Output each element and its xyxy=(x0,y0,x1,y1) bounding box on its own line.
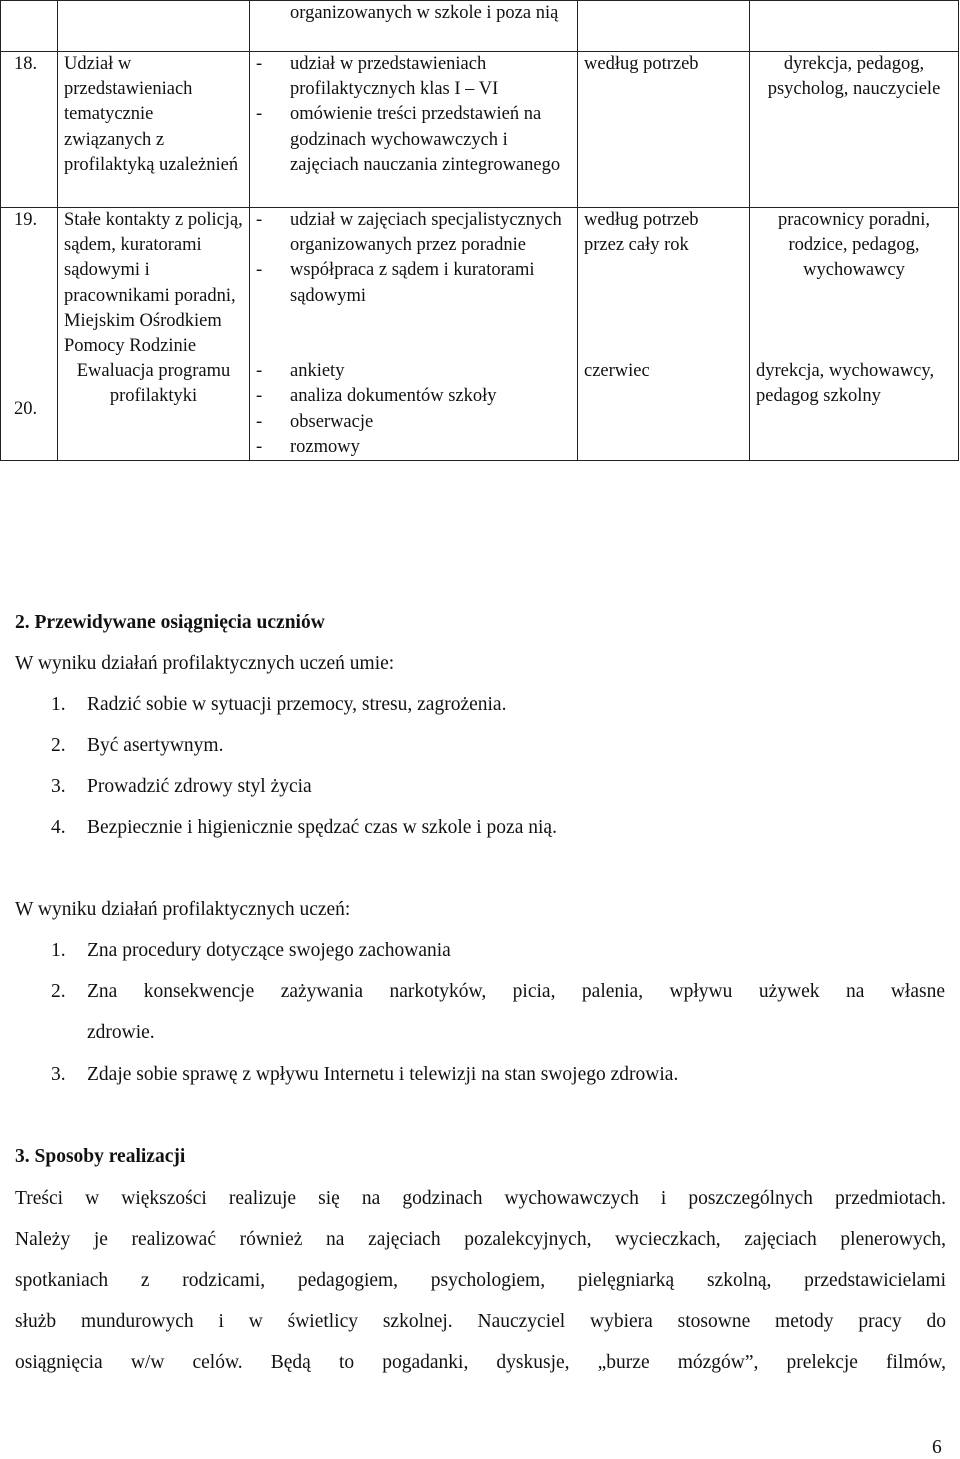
row-number: 20. xyxy=(1,359,58,460)
table-row xyxy=(1,208,959,360)
row-number: 19. xyxy=(1,208,58,360)
table-row xyxy=(1,52,959,208)
row-number: 18. xyxy=(1,52,58,208)
responsible-cell: pracownicy poradni, rodzice, pedagog, wychowawcy xyxy=(750,208,959,360)
activity-cell xyxy=(250,1,578,52)
activity-text: organizowanych w szkole i poza nią xyxy=(290,3,559,23)
term-cell: według potrzeb xyxy=(578,52,750,208)
table-row xyxy=(1,1,959,52)
paragraph-line: Należy je realizować również na zajęciach pozalekcyjnych, wycieczkach, zajęciach plenerowych, xyxy=(15,1229,946,1250)
list-item: - rozmowy xyxy=(256,435,571,460)
program-table xyxy=(0,0,959,461)
paragraph-line: spotkaniach z rodzicami, pedagogiem, psychologiem, pielęgniarką szkolną, przedstawicielami xyxy=(15,1270,946,1291)
list-item: - omówienie treści przedstawień na godzinach wychowawczych i zajęciach nauczania zintegrowanego xyxy=(256,102,571,178)
list-item: - analiza dokumentów szkoły xyxy=(256,384,571,409)
list-item: - współpraca z sądem i kuratorami sądowymi xyxy=(256,258,571,308)
paragraph-line: osiągnięcia w/w celów. Będą to pogadanki, dyskusje, „burze mózgów”, prelekcje filmów, xyxy=(15,1352,946,1373)
paragraph-line: Treści w większości realizuje się na godzinach wychowawczych i poszczególnych przedmiotach. xyxy=(15,1188,946,1209)
subject-cell: Stałe kontakty z policją, sądem, kuratorami sądowymi i pracownikami poradni, Miejskim Ośrodkiem Pomocy Rodzinie xyxy=(58,208,250,360)
table-row xyxy=(1,359,959,460)
forms-cell xyxy=(250,359,578,460)
section-2-title: 2. Przewidywane osiągnięcia uczniów xyxy=(15,612,325,633)
section-3-title: 3. Sposoby realizacji xyxy=(15,1146,186,1167)
subject-cell: Ewaluacja programu profilaktyki xyxy=(58,359,250,460)
subject-cell: Udział w przedstawieniach tematycznie związanych z profilaktyką uzależnień xyxy=(58,52,250,208)
paragraph-line: służb mundurowych i w świetlicy szkolnej. Nauczyciel wybiera stosowne metody pracy do xyxy=(15,1311,946,1332)
term-cell: według potrzeb przez cały rok xyxy=(578,208,750,360)
section-2-intro-1: W wyniku działań profilaktycznych uczeń umie: xyxy=(15,653,395,674)
list-item: - ankiety xyxy=(256,359,571,384)
forms-cell xyxy=(250,208,578,360)
list-item: - udział w zajęciach specjalistycznych organizowanych przez poradnie xyxy=(256,208,571,258)
section-2-intro-2: W wyniku działań profilaktycznych uczeń: xyxy=(15,899,351,920)
list-item: - udział w przedstawieniach profilaktycznych klas I – VI xyxy=(256,52,571,102)
responsible-cell: dyrekcja, wychowawcy, pedagog szkolny xyxy=(750,359,959,460)
term-cell: czerwiec xyxy=(578,359,750,460)
list-item: - obserwacje xyxy=(256,410,571,435)
responsible-cell: dyrekcja, pedagog, psycholog, nauczyciele xyxy=(750,52,959,208)
forms-cell xyxy=(250,52,578,208)
page-number: 6 xyxy=(932,1437,942,1458)
